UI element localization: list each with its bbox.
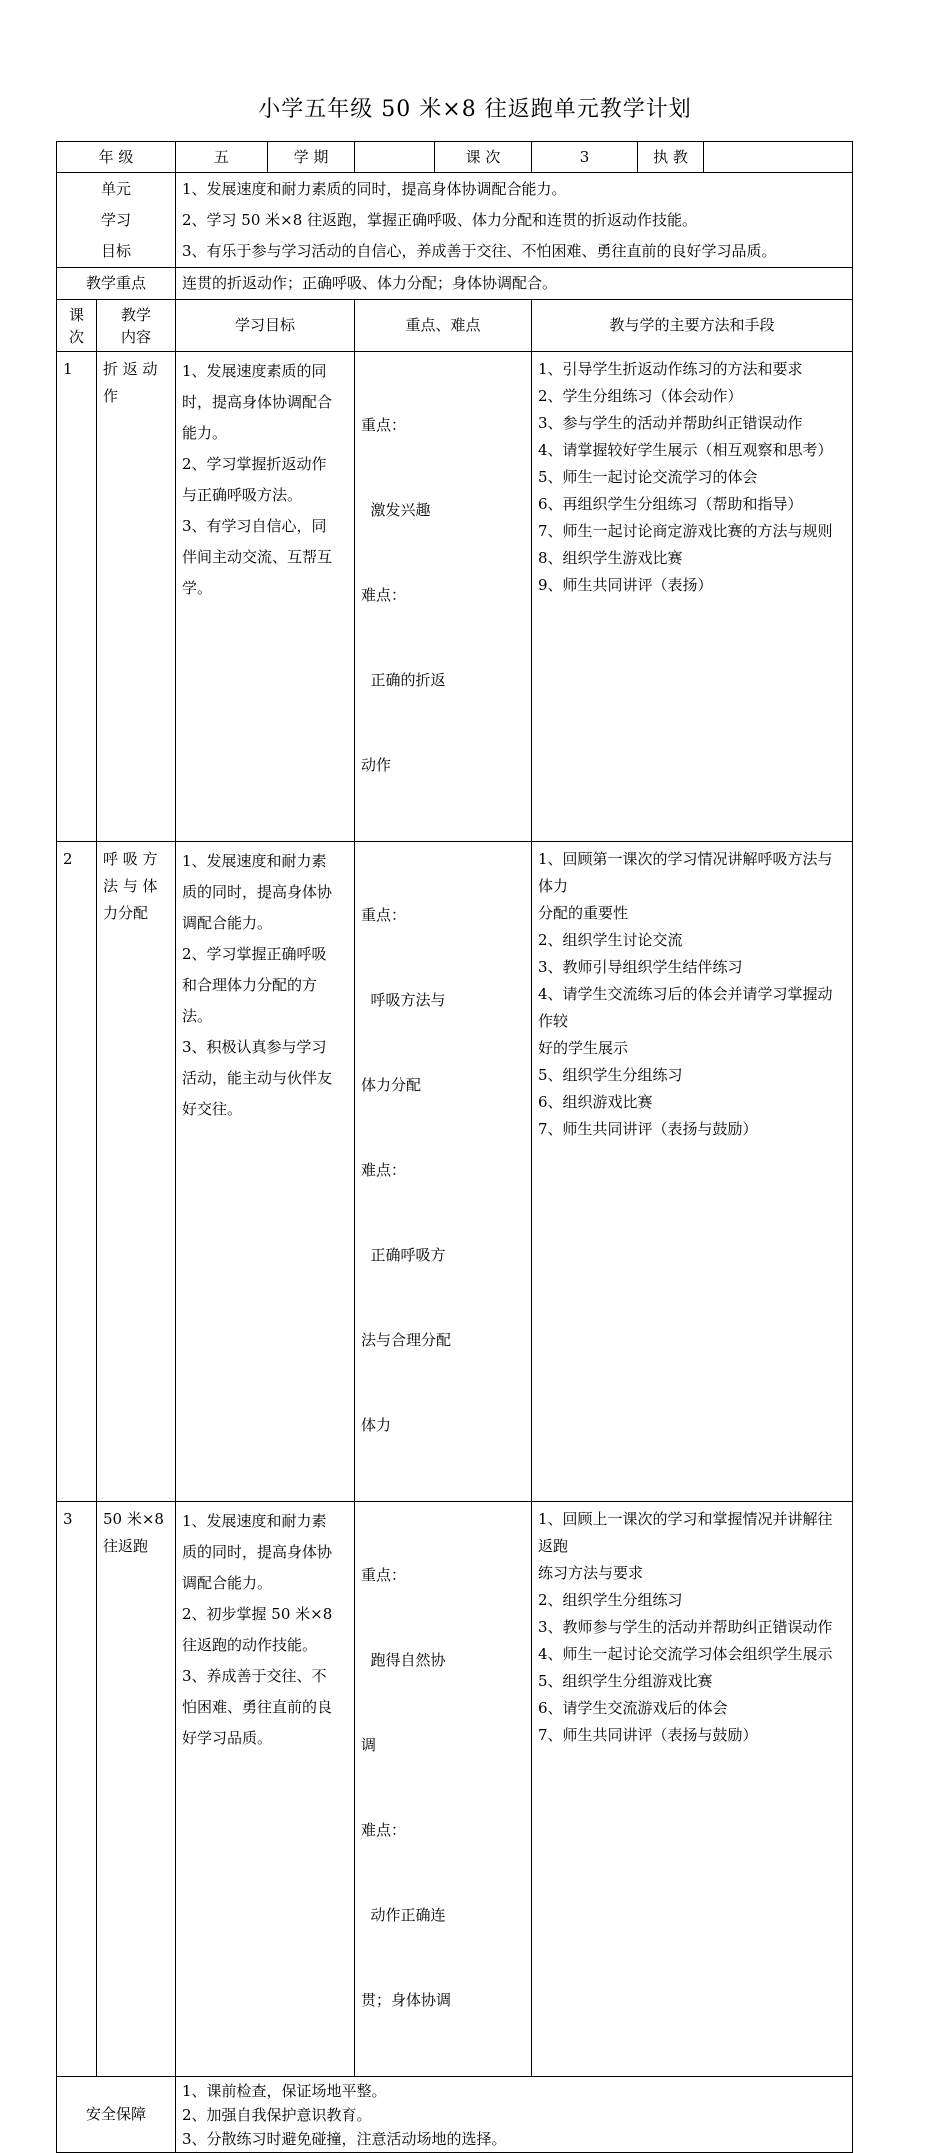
goal-line: 与正确呼吸方法。 — [182, 486, 303, 504]
goal-line: 法。 — [182, 1007, 213, 1025]
goal-line: 3、有学习自信心，同 — [182, 517, 327, 535]
goal-line: 1、发展速度和耐力素 — [182, 1512, 327, 1530]
unit-goals-label-line: 单元 — [100, 179, 131, 198]
key-difficult-line: 难点： — [361, 586, 407, 604]
method-line: 1、引导学生折返动作练习的方法和要求 — [538, 360, 803, 378]
teaching-plan-table — [56, 141, 853, 2153]
term-label: 学 期 — [268, 142, 355, 173]
method-line: 7、师生共同讲评（表扬与鼓励） — [538, 1120, 758, 1138]
lesson-no: 2 — [57, 842, 97, 1502]
method-line: 9、师生共同讲评（表扬） — [538, 576, 713, 594]
safety-label: 安全保障 — [57, 2077, 176, 2153]
goal-line: 伴间主动交流、互帮互 — [182, 548, 333, 566]
key-difficult-line: 呼吸方法与 — [361, 991, 446, 1009]
method-line: 8、组织学生游戏比赛 — [538, 549, 683, 567]
col-goals: 学习目标 — [176, 300, 355, 352]
method-line: 1、回顾上一课次的学习和掌握情况并讲解往返跑 — [538, 1510, 833, 1555]
key-difficult-line: 调 — [361, 1736, 377, 1754]
method-line: 3、教师引导组织学生结伴练习 — [538, 958, 743, 976]
goal-line: 好交往。 — [182, 1100, 243, 1118]
goal-line: 和合理体力分配的方 — [182, 976, 318, 994]
method-line: 分配的重要性 — [538, 904, 629, 922]
goal-line: 2、学习掌握折返动作 — [182, 455, 327, 473]
goal-line: 3、积极认真参与学习 — [182, 1038, 327, 1056]
lesson-content: 折 返 动 作 — [97, 352, 176, 842]
method-line: 4、请掌握较好学生展示（相互观察和思考） — [538, 441, 833, 459]
key-difficult-line: 动作正确连 — [361, 1906, 446, 1924]
lesson-row — [57, 352, 853, 842]
key-difficult-line: 体力分配 — [361, 1076, 422, 1094]
teacher-value — [704, 142, 853, 173]
safety-item: 1、课前检查，保证场地平整。 — [182, 2081, 387, 2100]
unit-goals-label-line: 目标 — [100, 241, 131, 260]
lesson-key-difficult — [355, 1502, 532, 2077]
lesson-goals — [176, 1502, 355, 2077]
method-line: 6、再组织学生分组练习（帮助和指导） — [538, 495, 803, 513]
key-points-label: 教学重点 — [57, 268, 176, 300]
goal-line: 1、发展速度和耐力素 — [182, 852, 327, 870]
method-line: 4、师生一起讨论交流学习体会组织学生展示 — [538, 1645, 833, 1663]
lesson-goals — [176, 842, 355, 1502]
goal-line: 3、养成善于交往、不 — [182, 1667, 327, 1685]
lesson-row — [57, 842, 853, 1502]
lesson-methods — [532, 842, 853, 1502]
safety-content — [176, 2077, 853, 2153]
column-header-row — [57, 300, 853, 352]
key-difficult-line: 重点： — [361, 906, 407, 924]
method-line: 3、参与学生的活动并帮助纠正错误动作 — [538, 414, 803, 432]
method-line: 6、请学生交流游戏后的体会 — [538, 1699, 728, 1717]
teacher-label: 执 教 — [638, 142, 704, 173]
key-difficult-line: 重点： — [361, 1566, 407, 1584]
lesson-methods — [532, 1502, 853, 2077]
goal-line: 能力。 — [182, 424, 228, 442]
col-methods: 教与学的主要方法和手段 — [532, 300, 853, 352]
method-line: 5、师生一起讨论交流学习的体会 — [538, 468, 758, 486]
key-points-value: 连贯的折返动作；正确呼吸、体力分配；身体协调配合。 — [176, 268, 853, 300]
goal-line: 2、初步掌握 50 米×8 — [182, 1605, 333, 1623]
key-difficult-line: 激发兴趣 — [361, 501, 431, 519]
unit-goals-row — [57, 173, 853, 268]
unit-goal-item: 1、发展速度和耐力素质的同时，提高身体协调配合能力。 — [182, 179, 567, 198]
key-difficult-line: 贯；身体协调 — [361, 1991, 452, 2009]
key-difficult-line: 难点： — [361, 1821, 407, 1839]
document-title: 小学五年级 50 米×8 往返跑单元教学计划 — [258, 97, 692, 122]
lesson-no: 3 — [57, 1502, 97, 2077]
safety-item: 3、分散练习时避免碰撞，注意活动场地的选择。 — [182, 2129, 507, 2148]
method-line: 7、师生共同讲评（表扬与鼓励） — [538, 1726, 758, 1744]
lesson-content: 50 米×8 往返跑 — [97, 1502, 176, 2077]
goal-line: 质的同时，提高身体协 — [182, 1543, 333, 1561]
method-line: 2、组织学生分组练习 — [538, 1591, 683, 1609]
unit-goal-item: 3、有乐于参与学习活动的自信心，养成善于交往、不怕困难、勇往直前的良好学习品质。 — [182, 241, 777, 260]
goal-line: 学。 — [182, 579, 213, 597]
header-row — [57, 142, 853, 173]
safety-row — [57, 2077, 853, 2153]
grade-label: 年 级 — [57, 142, 176, 173]
col-lesson-no: 课 次 — [57, 300, 97, 352]
lesson-no: 1 — [57, 352, 97, 842]
method-line: 5、组织学生分组练习 — [538, 1066, 683, 1084]
method-line: 2、组织学生讨论交流 — [538, 931, 683, 949]
key-difficult-line: 正确的折返 — [361, 671, 446, 689]
goal-line: 怕困难、勇往直前的良 — [182, 1698, 333, 1716]
col-key-difficult: 重点、难点 — [355, 300, 532, 352]
key-difficult-line: 跑得自然协 — [361, 1651, 446, 1669]
method-line: 1、回顾第一课次的学习情况讲解呼吸方法与体力 — [538, 850, 833, 895]
unit-goal-item: 2、学习 50 米×8 往返跑，掌握正确呼吸、体力分配和连贯的折返动作技能。 — [182, 210, 698, 229]
lessons-label: 课 次 — [435, 142, 532, 173]
term-value — [355, 142, 435, 173]
lesson-key-difficult — [355, 352, 532, 842]
lesson-row — [57, 1502, 853, 2077]
goal-line: 调配合能力。 — [182, 1574, 273, 1592]
method-line: 4、请学生交流练习后的体会并请学习掌握动作较 — [538, 985, 833, 1030]
key-difficult-line: 正确呼吸方 — [361, 1246, 446, 1264]
lesson-key-difficult — [355, 842, 532, 1502]
method-line: 6、组织游戏比赛 — [538, 1093, 653, 1111]
lesson-methods — [532, 352, 853, 842]
col-content: 教学 内容 — [97, 300, 176, 352]
grade-value: 五 — [176, 142, 268, 173]
key-difficult-line: 难点： — [361, 1161, 407, 1179]
goal-line: 质的同时，提高身体协 — [182, 883, 333, 901]
goal-line: 2、学习掌握正确呼吸 — [182, 945, 327, 963]
method-line: 3、教师参与学生的活动并帮助纠正错误动作 — [538, 1618, 833, 1636]
key-difficult-line: 动作 — [361, 756, 392, 774]
goal-line: 时，提高身体协调配合 — [182, 393, 333, 411]
key-points-row — [57, 268, 853, 300]
goal-line: 往返跑的动作技能。 — [182, 1636, 318, 1654]
lessons-value: 3 — [532, 142, 638, 173]
method-line: 练习方法与要求 — [538, 1564, 644, 1582]
key-difficult-line: 体力 — [361, 1416, 392, 1434]
method-line: 7、师生一起讨论商定游戏比赛的方法与规则 — [538, 522, 833, 540]
method-line: 5、组织学生分组游戏比赛 — [538, 1672, 713, 1690]
key-difficult-line: 重点： — [361, 416, 407, 434]
lesson-goals — [176, 352, 355, 842]
safety-item: 2、加强自我保护意识教育。 — [182, 2105, 372, 2124]
goal-line: 调配合能力。 — [182, 914, 273, 932]
key-difficult-line: 法与合理分配 — [361, 1331, 452, 1349]
lesson-content: 呼 吸 方 法 与 体 力分配 — [97, 842, 176, 1502]
unit-goals-label-line: 学习 — [100, 210, 131, 229]
unit-goals-content — [176, 173, 853, 268]
goal-line: 好学习品质。 — [182, 1729, 273, 1747]
goal-line: 1、发展速度素质的同 — [182, 362, 327, 380]
method-line: 2、学生分组练习（体会动作） — [538, 387, 743, 405]
goal-line: 活动，能主动与伙伴友 — [182, 1069, 333, 1087]
unit-goals-label — [57, 173, 176, 268]
method-line: 好的学生展示 — [538, 1039, 629, 1057]
